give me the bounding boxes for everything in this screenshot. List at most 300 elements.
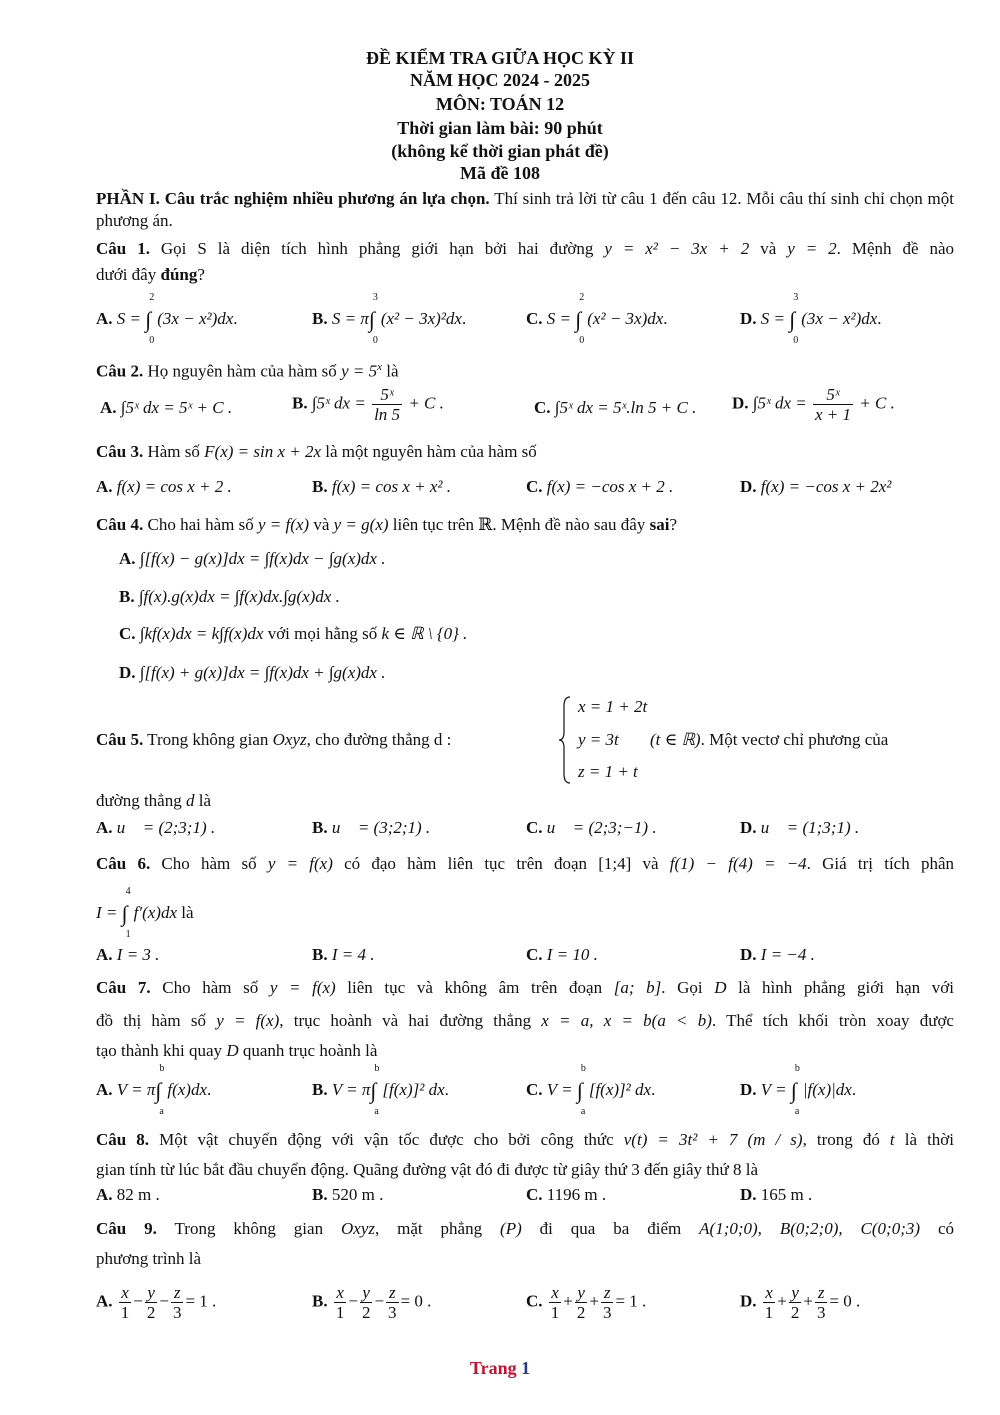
denominator: 1 — [120, 1303, 130, 1322]
question-text: là — [381, 361, 399, 381]
q5-option-c[interactable] — [526, 817, 657, 839]
upper-limit: 2 — [579, 292, 585, 303]
math-expr: ∫5ˣ dx = — [752, 393, 812, 413]
math-expr: u⃗ = (1;3;1) . — [760, 818, 860, 837]
q4-option-b[interactable] — [119, 586, 340, 608]
option-letter: D. — [740, 1185, 757, 1204]
question-label: Câu 9. — [96, 1219, 157, 1238]
option-letter: D. — [740, 1291, 757, 1311]
math-expr: f(x) = cos x + 2 . — [116, 477, 232, 496]
question-text: , cho đường thẳng — [306, 730, 434, 749]
question-text: liên tục và không âm trên đoạn — [335, 978, 614, 997]
sign: + — [777, 1291, 787, 1311]
fraction — [575, 1283, 588, 1322]
integral-sign: ∫ 4 1 — [121, 886, 131, 940]
q2-option-c[interactable] — [534, 397, 696, 419]
lower-limit: a — [159, 1106, 164, 1117]
option-letter: C. — [534, 398, 551, 417]
question-1 — [96, 238, 954, 260]
question-text: là — [194, 791, 212, 810]
option-letter: D. — [119, 663, 136, 682]
math-expr: d : — [433, 730, 452, 749]
question-text: là một nguyên hàm của hàm số — [321, 442, 537, 461]
question-text: quanh trục hoành là — [238, 1041, 378, 1060]
numerator: x — [549, 1283, 562, 1303]
question-text: và — [309, 515, 334, 534]
math-expr: Oxyz — [272, 730, 307, 749]
option-letter: D. — [740, 309, 757, 328]
option-letter: C. — [526, 1291, 543, 1311]
integral-sign: ∫ b a — [370, 1063, 380, 1117]
question-5-tail — [650, 729, 888, 751]
math-expr: f(x) = −cos x + 2 . — [546, 477, 674, 496]
question-text: . Thể tích khối tròn xoay được — [711, 1011, 954, 1030]
question-text: . Giá trị tích phân — [806, 854, 954, 873]
q7-option-d[interactable] — [740, 1063, 857, 1117]
math-expr: (3x − x²)dx — [801, 309, 878, 328]
fraction — [601, 1283, 614, 1322]
section-title: PHẦN I. Câu trắc nghiệm nhiều phương án lựa chọn. — [96, 189, 490, 208]
question-3 — [96, 441, 954, 463]
numerator: x — [763, 1283, 776, 1303]
math-expr: [f(x)]² dx — [588, 1080, 652, 1099]
question-text: có — [920, 1219, 955, 1238]
q8-option-b[interactable] — [312, 1184, 383, 1206]
system-row: x = 1 + 2t — [578, 697, 648, 716]
math-expr: ∫5ˣ dx = 5ˣ + C . — [120, 398, 233, 417]
math-expr: f(x)dx — [167, 1080, 207, 1099]
q1-option-d[interactable] — [740, 292, 882, 346]
lower-limit: 0 — [149, 335, 155, 346]
q9-option-c[interactable] — [526, 1283, 646, 1322]
question-text: dưới đây — [96, 265, 161, 284]
math-expr: I = 4 . — [331, 945, 375, 964]
math-expr: f(x) = −cos x + 2x² — [760, 477, 892, 496]
denominator: ln 5 — [374, 405, 401, 424]
math-expr: ∫[f(x) − g(x)]dx = ∫f(x)dx − ∫g(x)dx . — [139, 549, 386, 568]
upper-limit: b — [794, 1063, 800, 1074]
math-expr: (t ∈ ℝ) — [650, 730, 701, 749]
math-expr: V = — [760, 1080, 791, 1099]
question-text: tạo thành khi quay — [96, 1041, 227, 1060]
option-letter: B. — [312, 818, 328, 837]
math-expr: D — [714, 978, 727, 997]
math-expr: 165 m . — [756, 1185, 813, 1204]
question-text: có đạo hàm liên tục trên đoạn — [332, 854, 599, 873]
math-expr: V = π — [331, 1080, 371, 1099]
math-expr: y = f(x) — [216, 1011, 280, 1030]
option-letter: A. — [100, 398, 117, 417]
option-letter: B. — [312, 1080, 328, 1099]
denominator: 2 — [576, 1303, 586, 1322]
question-label: Câu 3. — [96, 442, 144, 461]
fraction — [171, 1283, 184, 1322]
question-text: Cho hai hàm số — [143, 515, 258, 534]
q6-option-c[interactable] — [526, 944, 598, 966]
option-letter: A. — [96, 1291, 113, 1311]
emphasis: sai — [649, 515, 670, 534]
math-expr: ∫5ˣ dx = — [311, 393, 371, 413]
lower-limit: 0 — [372, 335, 378, 346]
math-expr: I = 3 . — [116, 945, 160, 964]
question-text: liên tục trên — [388, 515, 479, 534]
numerator: z — [386, 1283, 399, 1303]
numerator: z — [815, 1283, 828, 1303]
denominator: 3 — [388, 1303, 397, 1322]
punct: . — [851, 1080, 857, 1099]
q3-option-b[interactable] — [312, 476, 451, 498]
option-letter: C. — [526, 309, 543, 328]
option-letter: C. — [526, 477, 543, 496]
math-expr: y = f(x) — [269, 978, 336, 997]
question-text: là hình phẳng giới hạn với — [726, 978, 954, 997]
lower-limit: 1 — [125, 929, 131, 940]
numerator: y — [145, 1283, 158, 1303]
math-sup: x — [377, 361, 382, 373]
q3-option-c[interactable] — [526, 476, 673, 498]
fraction — [372, 385, 402, 424]
numerator: y — [575, 1283, 588, 1303]
math-expr: D — [226, 1041, 239, 1060]
option-letter: C. — [526, 1185, 543, 1204]
math-expr: k ∈ ℝ \ {0} . — [381, 624, 468, 643]
math-expr: S = π — [331, 309, 369, 328]
option-letter: C. — [526, 945, 543, 964]
integral-sign: ∫ 2 0 — [575, 292, 585, 346]
option-letter: D. — [740, 945, 757, 964]
denominator: 2 — [146, 1303, 156, 1322]
q2-option-a[interactable] — [100, 397, 232, 419]
brace-icon — [558, 696, 572, 784]
fraction — [813, 385, 853, 424]
fraction — [145, 1283, 158, 1322]
math-expr: I = — [96, 903, 122, 922]
question-text: , trong đó — [802, 1130, 890, 1149]
math-expr: (x² − 3x)dx — [587, 309, 664, 328]
q6-option-b[interactable] — [312, 944, 374, 966]
page-footer — [0, 1358, 1000, 1379]
q1-option-a[interactable] — [96, 292, 238, 346]
question-text: đường thẳng — [96, 791, 186, 810]
q7-option-c[interactable] — [526, 1063, 656, 1117]
exam-code: Mã đề 108 — [460, 163, 540, 183]
q6-option-a[interactable] — [96, 944, 159, 966]
sign: + — [589, 1291, 599, 1311]
math-expr: f′(x)dx — [133, 903, 177, 922]
section-instruction: Thí sinh trả lời từ câu 1 đến câu 12. Mỗi câu thí sinh chỉ chọn một phương án. — [96, 189, 954, 230]
punct: . — [651, 1080, 656, 1099]
math-expr: v(t) = 3t² + 7 (m / s) — [623, 1130, 803, 1149]
option-letter: B. — [312, 309, 328, 328]
question-7 — [96, 977, 954, 999]
q3-option-a[interactable] — [96, 476, 232, 498]
math-expr: + C . — [855, 393, 895, 413]
math-expr: 520 m . — [327, 1185, 384, 1204]
integral-sign: ∫ b a — [155, 1063, 165, 1117]
upper-limit: b — [374, 1063, 380, 1074]
question-text: Cho hàm số — [150, 978, 270, 997]
time-note: (không kể thời gian phát đề) — [391, 141, 609, 161]
question-8 — [96, 1129, 954, 1151]
q9-option-d[interactable] — [740, 1283, 860, 1322]
upper-limit: 3 — [372, 292, 378, 303]
question-2 — [96, 356, 954, 383]
option-letter: A. — [96, 477, 113, 496]
emphasis: đúng — [160, 265, 198, 284]
question-text: và — [631, 854, 670, 873]
math-expr: Oxyz — [341, 1219, 375, 1238]
question-label: Câu 1. — [96, 239, 150, 258]
q7-option-a[interactable] — [96, 1063, 212, 1117]
math-expr: 82 m . — [112, 1185, 160, 1204]
question-text: gian tính từ lúc bắt đầu chuyển động. Quãng đường vật đó đi được từ giây thứ 3 đến giây thứ 8 là — [96, 1160, 759, 1179]
denominator: 3 — [602, 1303, 612, 1322]
math-expr: (P) — [500, 1219, 522, 1238]
denominator: x + 1 — [815, 405, 852, 424]
math-expr: u⃗ = (3;2;1) . — [331, 818, 431, 837]
math-expr: ∫f(x).g(x)dx = ∫f(x)dx.∫g(x)dx . — [138, 587, 340, 606]
upper-limit: b — [159, 1063, 165, 1074]
exam-title: ĐỀ KIỂM TRA GIỮA HỌC KỲ II — [365, 48, 635, 68]
option-letter: B. — [312, 477, 328, 496]
math-expr: 1196 m . — [542, 1185, 607, 1204]
math-expr: |f(x)|dx — [802, 1080, 852, 1099]
question-text: là thời — [894, 1130, 955, 1149]
math-expr: u⃗ = (2;3;1) . — [116, 818, 216, 837]
math-expr: V = π — [116, 1080, 156, 1099]
q8-option-a[interactable] — [96, 1184, 160, 1206]
math-expr: y = g(x) — [333, 515, 389, 534]
fraction — [386, 1283, 399, 1322]
question-text: Hàm số — [143, 442, 205, 461]
line-system — [540, 696, 660, 784]
math-expr: S = — [116, 309, 146, 328]
punct: . — [663, 309, 668, 328]
question-text: là — [177, 903, 194, 922]
lower-limit: a — [794, 1106, 800, 1117]
math-expr: u⃗ = (2;3;−1) . — [546, 818, 657, 837]
denominator: 2 — [790, 1303, 800, 1322]
upper-limit: 4 — [125, 886, 131, 897]
question-text: và — [749, 239, 788, 258]
time-limit: Thời gian làm bài: 90 phút — [397, 118, 603, 138]
fraction — [119, 1283, 132, 1322]
math-expr: d — [185, 791, 195, 810]
q5-option-b[interactable] — [312, 817, 430, 839]
punct: . — [877, 309, 882, 328]
upper-limit: 2 — [149, 292, 155, 303]
option-letter: A. — [119, 549, 136, 568]
numerator: 5ˣ — [372, 385, 402, 405]
option-letter: A. — [96, 1080, 113, 1099]
q4-option-d[interactable] — [119, 662, 385, 684]
math-expr: (3x − x²)dx — [157, 309, 234, 328]
question-8-line2 — [96, 1159, 954, 1181]
math-expr: V = — [546, 1080, 577, 1099]
option-letter: C. — [119, 624, 136, 643]
question-text: , mặt phẳng — [374, 1219, 501, 1238]
lower-limit: 0 — [579, 335, 585, 346]
denominator: 1 — [764, 1303, 774, 1322]
numerator: y — [360, 1283, 373, 1303]
math-expr: [a; b] — [613, 978, 662, 997]
question-6 — [96, 853, 954, 875]
page-number: 1 — [521, 1358, 531, 1378]
q2-option-d[interactable] — [732, 385, 895, 424]
question-text: Một vật chuyển động với vận tốc được cho bởi công thức — [149, 1130, 624, 1149]
question-label: Câu 8. — [96, 1130, 150, 1149]
denominator: 1 — [550, 1303, 560, 1322]
sign: − — [348, 1291, 358, 1311]
question-text: Trong không gian — [143, 730, 273, 749]
math-expr: I = −4 . — [760, 945, 815, 964]
numerator: y — [789, 1283, 802, 1303]
q5-option-d[interactable] — [740, 817, 859, 839]
q1-option-c[interactable] — [526, 292, 668, 346]
integral-sign: ∫ 3 0 — [368, 292, 378, 346]
q1-option-b[interactable] — [312, 292, 467, 346]
question-label: Câu 6. — [96, 854, 151, 873]
q5-option-a[interactable] — [96, 817, 215, 839]
question-text: ? — [669, 515, 677, 534]
numerator: z — [171, 1283, 184, 1303]
math-expr: S = — [546, 309, 576, 328]
math-expr: [1;4] — [598, 854, 632, 873]
question-text: . Gọi — [661, 978, 715, 997]
sign: − — [374, 1291, 385, 1311]
option-letter: B. — [292, 393, 308, 413]
option-letter: D. — [732, 393, 749, 413]
math-expr: y = f(x) — [257, 515, 310, 534]
math-expr: x = a, x = b(a < b) — [541, 1011, 712, 1030]
math-expr: S = — [760, 309, 790, 328]
math-expr: ∫kf(x)dx = k∫f(x)dx — [139, 624, 264, 643]
q6-option-d[interactable] — [740, 944, 815, 966]
math-expr: ∫[f(x) + g(x)]dx = ∫f(x)dx + ∫g(x)dx . — [139, 663, 386, 682]
option-letter: D. — [740, 477, 757, 496]
fraction — [763, 1283, 776, 1322]
question-9 — [96, 1218, 954, 1240]
punct: . — [233, 309, 238, 328]
integral-sign: ∫ b a — [790, 1063, 800, 1117]
section-intro — [96, 188, 954, 232]
option-text: với mọi hằng số — [263, 624, 382, 643]
math-expr: f(1) − f(4) = −4 — [669, 854, 807, 873]
math-expr: y = x² − 3x + 2 — [604, 239, 750, 258]
math-expr: + C . — [404, 393, 444, 413]
question-label: Câu 2. — [96, 361, 144, 381]
question-7-line2 — [96, 1010, 954, 1032]
numerator: z — [601, 1283, 614, 1303]
punct: . — [444, 1080, 449, 1099]
question-label: Câu 5. — [96, 730, 144, 749]
math-expr: [f(x)]² dx — [382, 1080, 445, 1099]
question-6-integral — [96, 886, 194, 940]
denominator: 1 — [335, 1303, 345, 1322]
question-text: , trục hoành và hai đường thẳng — [279, 1011, 542, 1030]
math-expr: (x² − 3x)²dx — [380, 309, 462, 328]
question-4 — [96, 514, 954, 536]
q3-option-d[interactable] — [740, 476, 891, 498]
option-letter: C. — [526, 818, 543, 837]
question-7-line3 — [96, 1040, 954, 1062]
q9-option-a[interactable] — [96, 1283, 216, 1322]
numerator: x — [334, 1283, 347, 1303]
school-year: NĂM HỌC 2024 - 2025 — [410, 70, 590, 90]
lower-limit: 0 — [793, 335, 799, 346]
math-expr: y = 2 — [787, 239, 837, 258]
question-1-line2 — [96, 264, 954, 286]
denominator: 3 — [172, 1303, 182, 1322]
q4-option-a[interactable] — [119, 548, 385, 570]
option-letter: B. — [119, 587, 135, 606]
q2-option-b[interactable] — [292, 385, 444, 424]
q7-option-b[interactable] — [312, 1063, 449, 1117]
option-letter: B. — [312, 1185, 328, 1204]
page-label: Trang — [469, 1358, 517, 1378]
option-letter: B. — [312, 945, 328, 964]
question-text: Họ nguyên hàm của hàm số — [143, 361, 342, 381]
option-letter: D. — [740, 1080, 757, 1099]
system-row: z = 1 + t — [578, 762, 638, 781]
fraction — [815, 1283, 828, 1322]
integral-sign: ∫ 3 0 — [789, 292, 799, 346]
q8-option-d[interactable] — [740, 1184, 812, 1206]
sign: − — [159, 1291, 169, 1311]
integral-sign: ∫ b a — [576, 1063, 586, 1117]
question-text: Cho hàm số — [150, 854, 268, 873]
question-5 — [96, 729, 451, 751]
q8-option-c[interactable] — [526, 1184, 606, 1206]
math-expr: = 0 . — [829, 1291, 861, 1311]
lower-limit: a — [580, 1106, 586, 1117]
sign: + — [803, 1291, 813, 1311]
math-expr: F(x) = sin x + 2x — [204, 442, 322, 461]
fraction — [360, 1283, 373, 1322]
q4-option-c[interactable] — [119, 623, 467, 645]
math-set: ℝ — [478, 515, 493, 534]
sign: − — [133, 1291, 143, 1311]
math-expr: y = 5 — [341, 361, 378, 381]
option-letter: A. — [96, 818, 113, 837]
math-expr: = 1 . — [185, 1291, 217, 1311]
math-expr: f(x) = cos x + x² . — [331, 477, 451, 496]
fraction — [334, 1283, 347, 1322]
subject: MÔN: TOÁN 12 — [435, 94, 565, 114]
question-text: . Mệnh đề nào sau đây — [492, 515, 650, 534]
sign: + — [563, 1291, 573, 1311]
question-text: đồ thị hàm số — [96, 1011, 217, 1030]
math-expr: t — [889, 1130, 895, 1149]
fraction — [789, 1283, 802, 1322]
option-letter: B. — [312, 1291, 328, 1311]
q9-option-b[interactable] — [312, 1283, 431, 1322]
option-letter: A. — [96, 945, 113, 964]
upper-limit: b — [580, 1063, 586, 1074]
math-expr: = 0 . — [400, 1291, 432, 1311]
math-expr: A(1;0;0), B(0;2;0), C(0;0;3) — [699, 1219, 921, 1238]
question-text: phương trình là — [96, 1249, 202, 1268]
question-label: Câu 7. — [96, 978, 151, 997]
math-expr: y = f(x) — [267, 854, 333, 873]
question-9-line2 — [96, 1248, 954, 1270]
math-expr: ∫5ˣ dx = 5ˣ.ln 5 + C . — [554, 398, 697, 417]
question-text: . Một vectơ chỉ phương của — [700, 730, 889, 749]
question-text: . Mệnh đề nào — [836, 239, 955, 258]
question-text: ? — [197, 265, 205, 284]
system-row: y = 3t — [578, 730, 619, 749]
lower-limit: a — [374, 1106, 379, 1117]
